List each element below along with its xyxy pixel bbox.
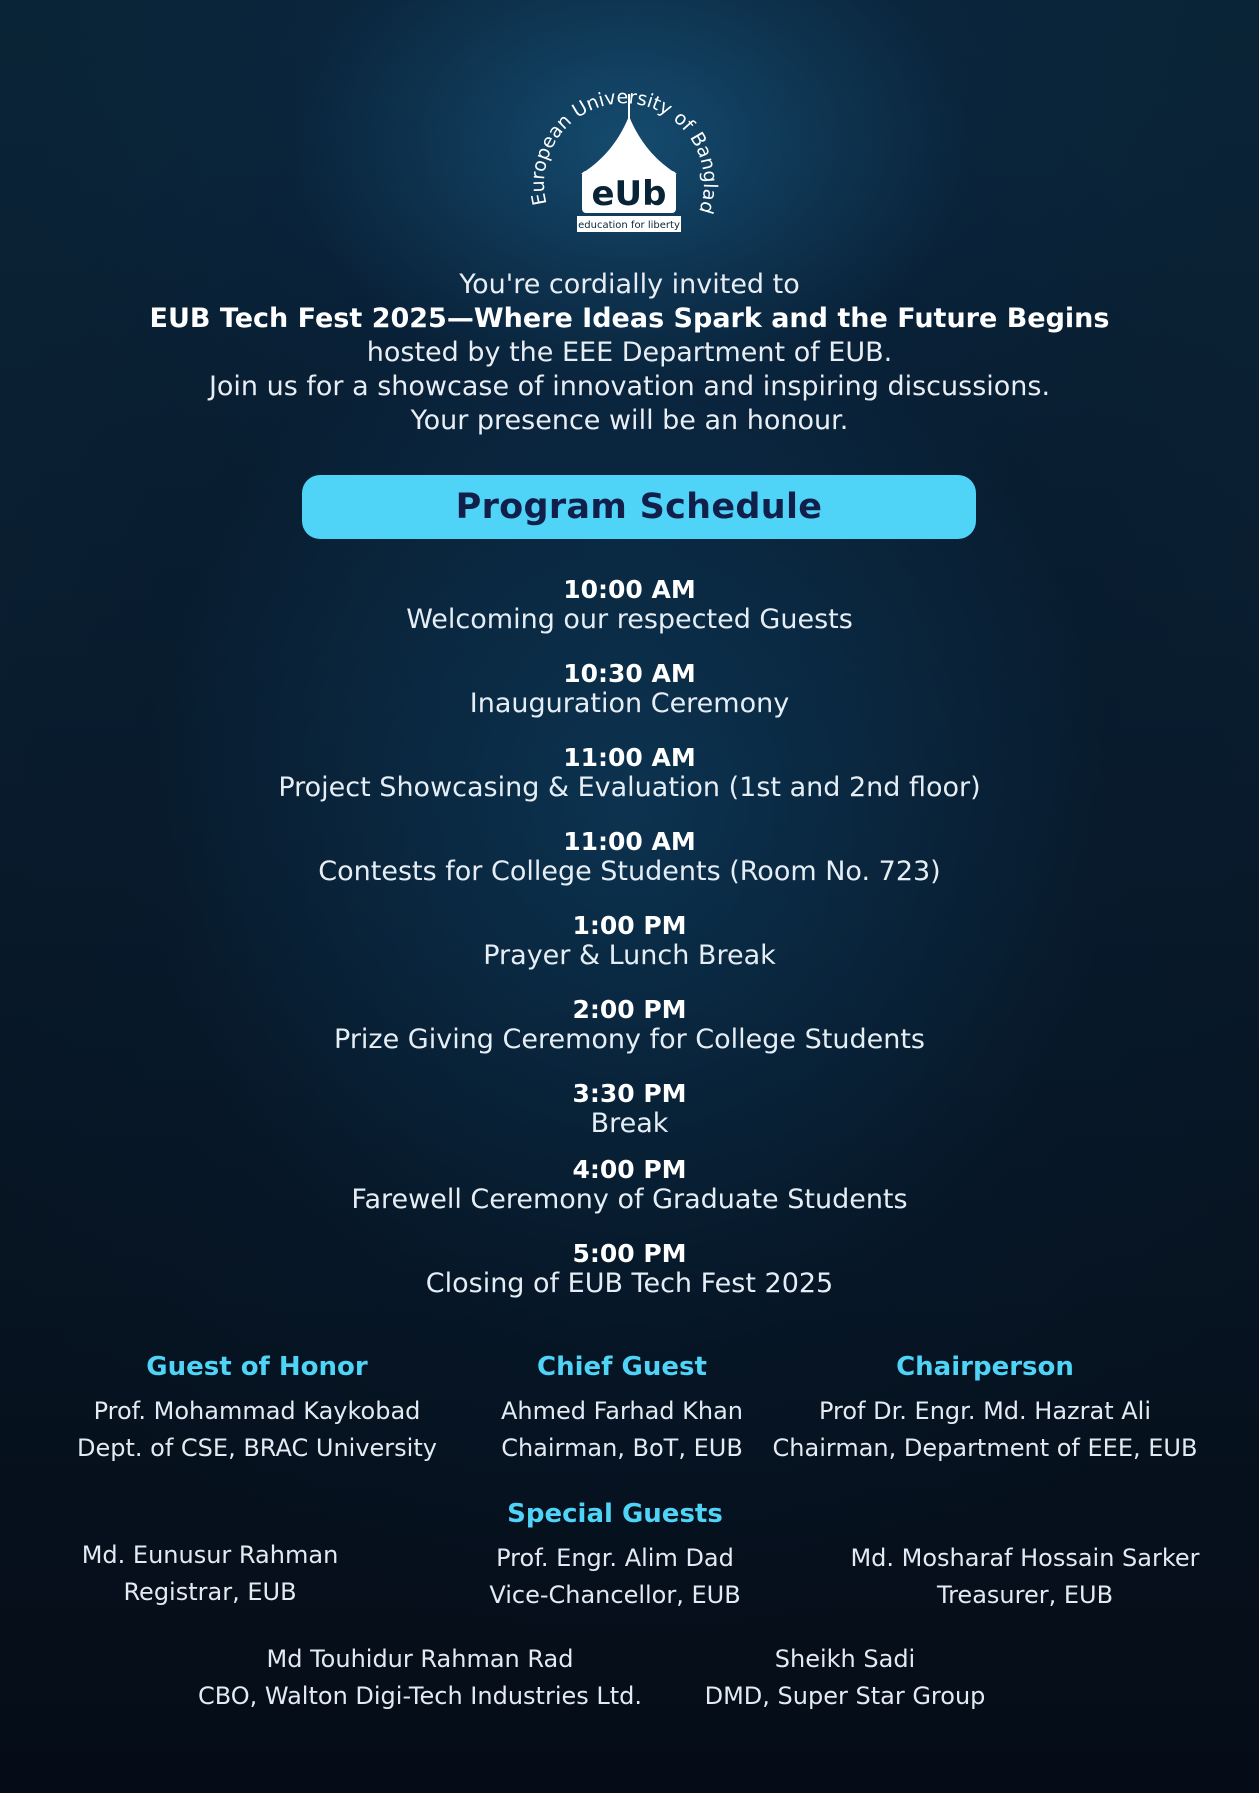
invitation-text bbox=[0, 268, 1259, 438]
eub-logo bbox=[529, 76, 729, 246]
guest-name: Sheikh Sadi bbox=[774, 1645, 916, 1673]
guest-title: Registrar, EUB bbox=[123, 1578, 297, 1606]
schedule-time: 11:00 AM bbox=[563, 827, 696, 856]
guest-name: Md. Mosharaf Hossain Sarker bbox=[850, 1544, 1200, 1572]
special-guest bbox=[465, 1540, 765, 1614]
schedule-item bbox=[0, 827, 1259, 887]
logo-abbr: eUb bbox=[591, 174, 667, 214]
event-title: EUB Tech Fest 2025—Where Ideas Spark and the Future Begins bbox=[149, 303, 1110, 334]
invite-line-4: Join us for a showcase of innovation and inspiring discussions. bbox=[208, 371, 1051, 402]
chairperson bbox=[760, 1393, 1210, 1467]
invite-line-1: You're cordially invited to bbox=[459, 269, 800, 300]
logo-arc-text: European University of Banglad bbox=[529, 86, 722, 217]
schedule-item bbox=[0, 911, 1259, 971]
special-guest bbox=[50, 1537, 370, 1611]
invite-line-3: hosted by the EEE Department of EUB. bbox=[366, 337, 893, 368]
special-guest bbox=[690, 1641, 1000, 1715]
schedule-time: 4:00 PM bbox=[572, 1155, 687, 1184]
guest-of-honor-heading: Guest of Honor bbox=[146, 1352, 368, 1382]
guest-of-honor bbox=[40, 1393, 474, 1467]
guest-title: Chairman, Department of EEE, EUB bbox=[772, 1434, 1198, 1462]
schedule-event: Break bbox=[590, 1108, 669, 1139]
guest-title: Dept. of CSE, BRAC University bbox=[77, 1434, 437, 1462]
schedule-item bbox=[0, 995, 1259, 1055]
schedule-item bbox=[0, 743, 1259, 803]
schedule-time: 2:00 PM bbox=[572, 995, 687, 1024]
special-guest bbox=[160, 1641, 680, 1715]
guest-name: Prof. Mohammad Kaykobad bbox=[93, 1397, 421, 1425]
schedule-event: Prayer & Lunch Break bbox=[483, 940, 776, 971]
chief-guest bbox=[472, 1393, 772, 1467]
chief-guest-heading: Chief Guest bbox=[537, 1352, 707, 1382]
guest-title: Chairman, BoT, EUB bbox=[501, 1434, 743, 1462]
guest-title: DMD, Super Star Group bbox=[704, 1682, 986, 1710]
schedule-item bbox=[0, 659, 1259, 719]
schedule-item bbox=[0, 575, 1259, 635]
guest-title: Vice-Chancellor, EUB bbox=[489, 1581, 741, 1609]
invite-line-5: Your presence will be an honour. bbox=[410, 405, 849, 436]
guest-name: Prof Dr. Engr. Md. Hazrat Ali bbox=[818, 1397, 1151, 1425]
schedule-event: Project Showcasing & Evaluation (1st and 2nd floor) bbox=[278, 772, 981, 803]
guest-title: Treasurer, EUB bbox=[936, 1581, 1114, 1609]
schedule-time: 5:00 PM bbox=[572, 1239, 687, 1268]
schedule-event: Contests for College Students (Room No. 723) bbox=[318, 856, 941, 887]
guest-name: Prof. Engr. Alim Dad bbox=[496, 1544, 734, 1572]
schedule-item bbox=[0, 1239, 1259, 1299]
schedule-event: Farewell Ceremony of Graduate Students bbox=[351, 1184, 908, 1215]
schedule-time: 11:00 AM bbox=[563, 743, 696, 772]
schedule-event: Inauguration Ceremony bbox=[469, 688, 790, 719]
special-guest bbox=[820, 1540, 1230, 1614]
schedule-time: 1:00 PM bbox=[572, 911, 687, 940]
schedule-event: Closing of EUB Tech Fest 2025 bbox=[425, 1268, 834, 1299]
schedule-time: 10:30 AM bbox=[563, 659, 696, 688]
guest-name: Md Touhidur Rahman Rad bbox=[266, 1645, 574, 1673]
program-schedule-title: Program Schedule bbox=[455, 487, 823, 527]
chairperson-heading: Chairperson bbox=[896, 1352, 1074, 1382]
program-schedule-banner bbox=[302, 475, 976, 539]
guest-name: Md. Eunusur Rahman bbox=[81, 1541, 339, 1569]
schedule-item bbox=[0, 1079, 1259, 1139]
schedule-event: Welcoming our respected Guests bbox=[406, 604, 853, 635]
logo-tagline: education for liberty bbox=[578, 220, 680, 231]
schedule-time: 3:30 PM bbox=[572, 1079, 687, 1108]
eub-logo-graphic bbox=[529, 76, 729, 246]
special-guests-heading: Special Guests bbox=[507, 1499, 723, 1529]
schedule-item bbox=[0, 1155, 1259, 1215]
guest-name: Ahmed Farhad Khan bbox=[500, 1397, 744, 1425]
schedule-time: 10:00 AM bbox=[563, 575, 696, 604]
guest-title: CBO, Walton Digi-Tech Industries Ltd. bbox=[197, 1682, 643, 1710]
schedule-event: Prize Giving Ceremony for College Students bbox=[334, 1024, 925, 1055]
